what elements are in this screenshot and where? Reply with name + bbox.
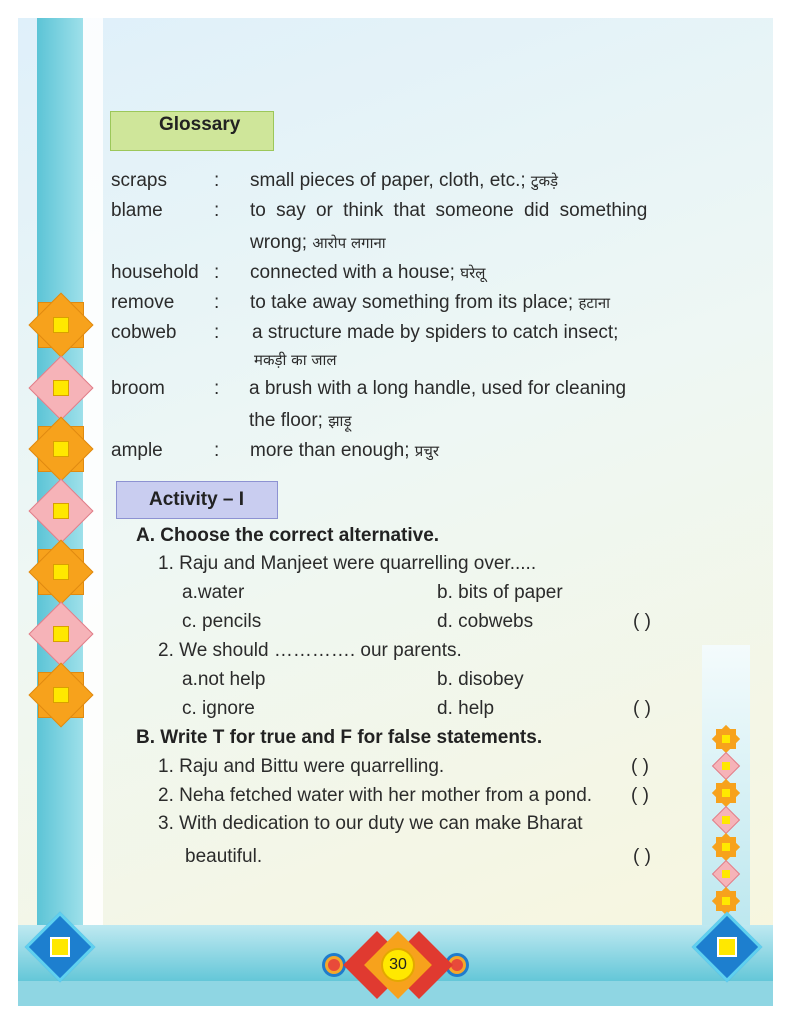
small-ornament-pink-icon [716, 864, 736, 884]
ornament-orange-icon [38, 302, 84, 348]
glossary-word: scraps [111, 170, 167, 191]
option-b: b. disobey [437, 669, 524, 690]
section-a-title: A. Choose the correct alternative. [136, 525, 440, 546]
glossary-heading-box [110, 111, 274, 151]
corner-ornament-left-icon [35, 922, 85, 972]
small-ornament-pink-icon [716, 756, 736, 776]
glossary-word: household [111, 262, 199, 283]
section-b-title: B. Write T for true and F for false statements. [136, 727, 543, 748]
activity-heading-box [116, 481, 278, 519]
option-d: d. cobwebs [437, 611, 534, 632]
option-b: b. bits of paper [437, 582, 563, 603]
answer-blank: ( ) [631, 785, 649, 806]
glossary-separator: : [214, 292, 220, 313]
small-ornament-orange-icon [716, 729, 736, 749]
option-a: a.not help [182, 669, 266, 690]
glossary-word: blame [111, 200, 163, 221]
answer-blank: ( ) [633, 698, 651, 719]
glossary-meaning: to take away something from its place; हटाना [250, 292, 611, 313]
glossary-separator: : [214, 200, 220, 221]
glossary-separator: : [214, 440, 220, 461]
option-c: c. ignore [182, 698, 255, 719]
glossary-separator: : [214, 262, 220, 283]
glossary-meaning: small pieces of paper, cloth, etc.; टुकड़े [250, 170, 559, 191]
glossary-word: ample [111, 440, 163, 461]
small-ornament-orange-icon [716, 783, 736, 803]
left-border-highlight [83, 18, 103, 948]
ornament-orange-icon [38, 672, 84, 718]
ornament-orange-icon [38, 549, 84, 595]
question-2: 2. We should …………. our parents. [158, 640, 462, 661]
option-d: d. help [437, 698, 495, 719]
ornament-pink-icon [38, 365, 84, 411]
ornament-orange-icon [38, 426, 84, 472]
answer-blank: ( ) [633, 846, 651, 867]
glossary-word: cobweb [111, 322, 177, 343]
glossary-word: remove [111, 292, 175, 313]
glossary-heading: Glossary [159, 114, 241, 135]
glossary-meaning-cont: the floor; झाड़ू [249, 410, 352, 431]
glossary-meaning: a structure made by spiders to catch insect; [252, 322, 619, 343]
small-ornament-orange-icon [716, 837, 736, 857]
glossary-meaning: more than enough; प्रचुर [250, 440, 439, 461]
option-c: c. pencils [182, 611, 262, 632]
glossary-meaning: a brush with a long handle, used for cleaning [249, 378, 627, 399]
glossary-meaning: connected with a house; घरेलू [250, 262, 486, 283]
statement-2: 2. Neha fetched water with her mother from a pond. [158, 785, 593, 806]
glossary-meaning-hindi: मकड़ी का जाल [254, 351, 337, 369]
question-1: 1. Raju and Manjeet were quarrelling over..... [158, 553, 537, 574]
corner-ornament-right-icon [702, 922, 752, 972]
glossary-separator: : [214, 170, 220, 191]
ornament-pink-icon [38, 611, 84, 657]
glossary-meaning: to say or think that someone did something [250, 200, 648, 221]
ornament-pink-icon [38, 488, 84, 534]
statement-1: 1. Raju and Bittu were quarrelling. [158, 756, 445, 777]
page-number: 30 [381, 948, 415, 982]
answer-blank: ( ) [633, 611, 651, 632]
option-a: a.water [182, 582, 245, 603]
answer-blank: ( ) [631, 756, 649, 777]
statement-3: 3. With dedication to our duty we can make Bharat [158, 813, 583, 834]
glossary-word: broom [111, 378, 165, 399]
statement-3-cont: beautiful. [185, 846, 263, 867]
activity-heading: Activity – I [149, 489, 245, 510]
glossary-separator: : [214, 322, 220, 343]
small-ornament-orange-icon [716, 891, 736, 911]
glossary-meaning-cont: wrong; आरोप लगाना [250, 232, 386, 253]
small-ornament-pink-icon [716, 810, 736, 830]
glossary-separator: : [214, 378, 220, 399]
